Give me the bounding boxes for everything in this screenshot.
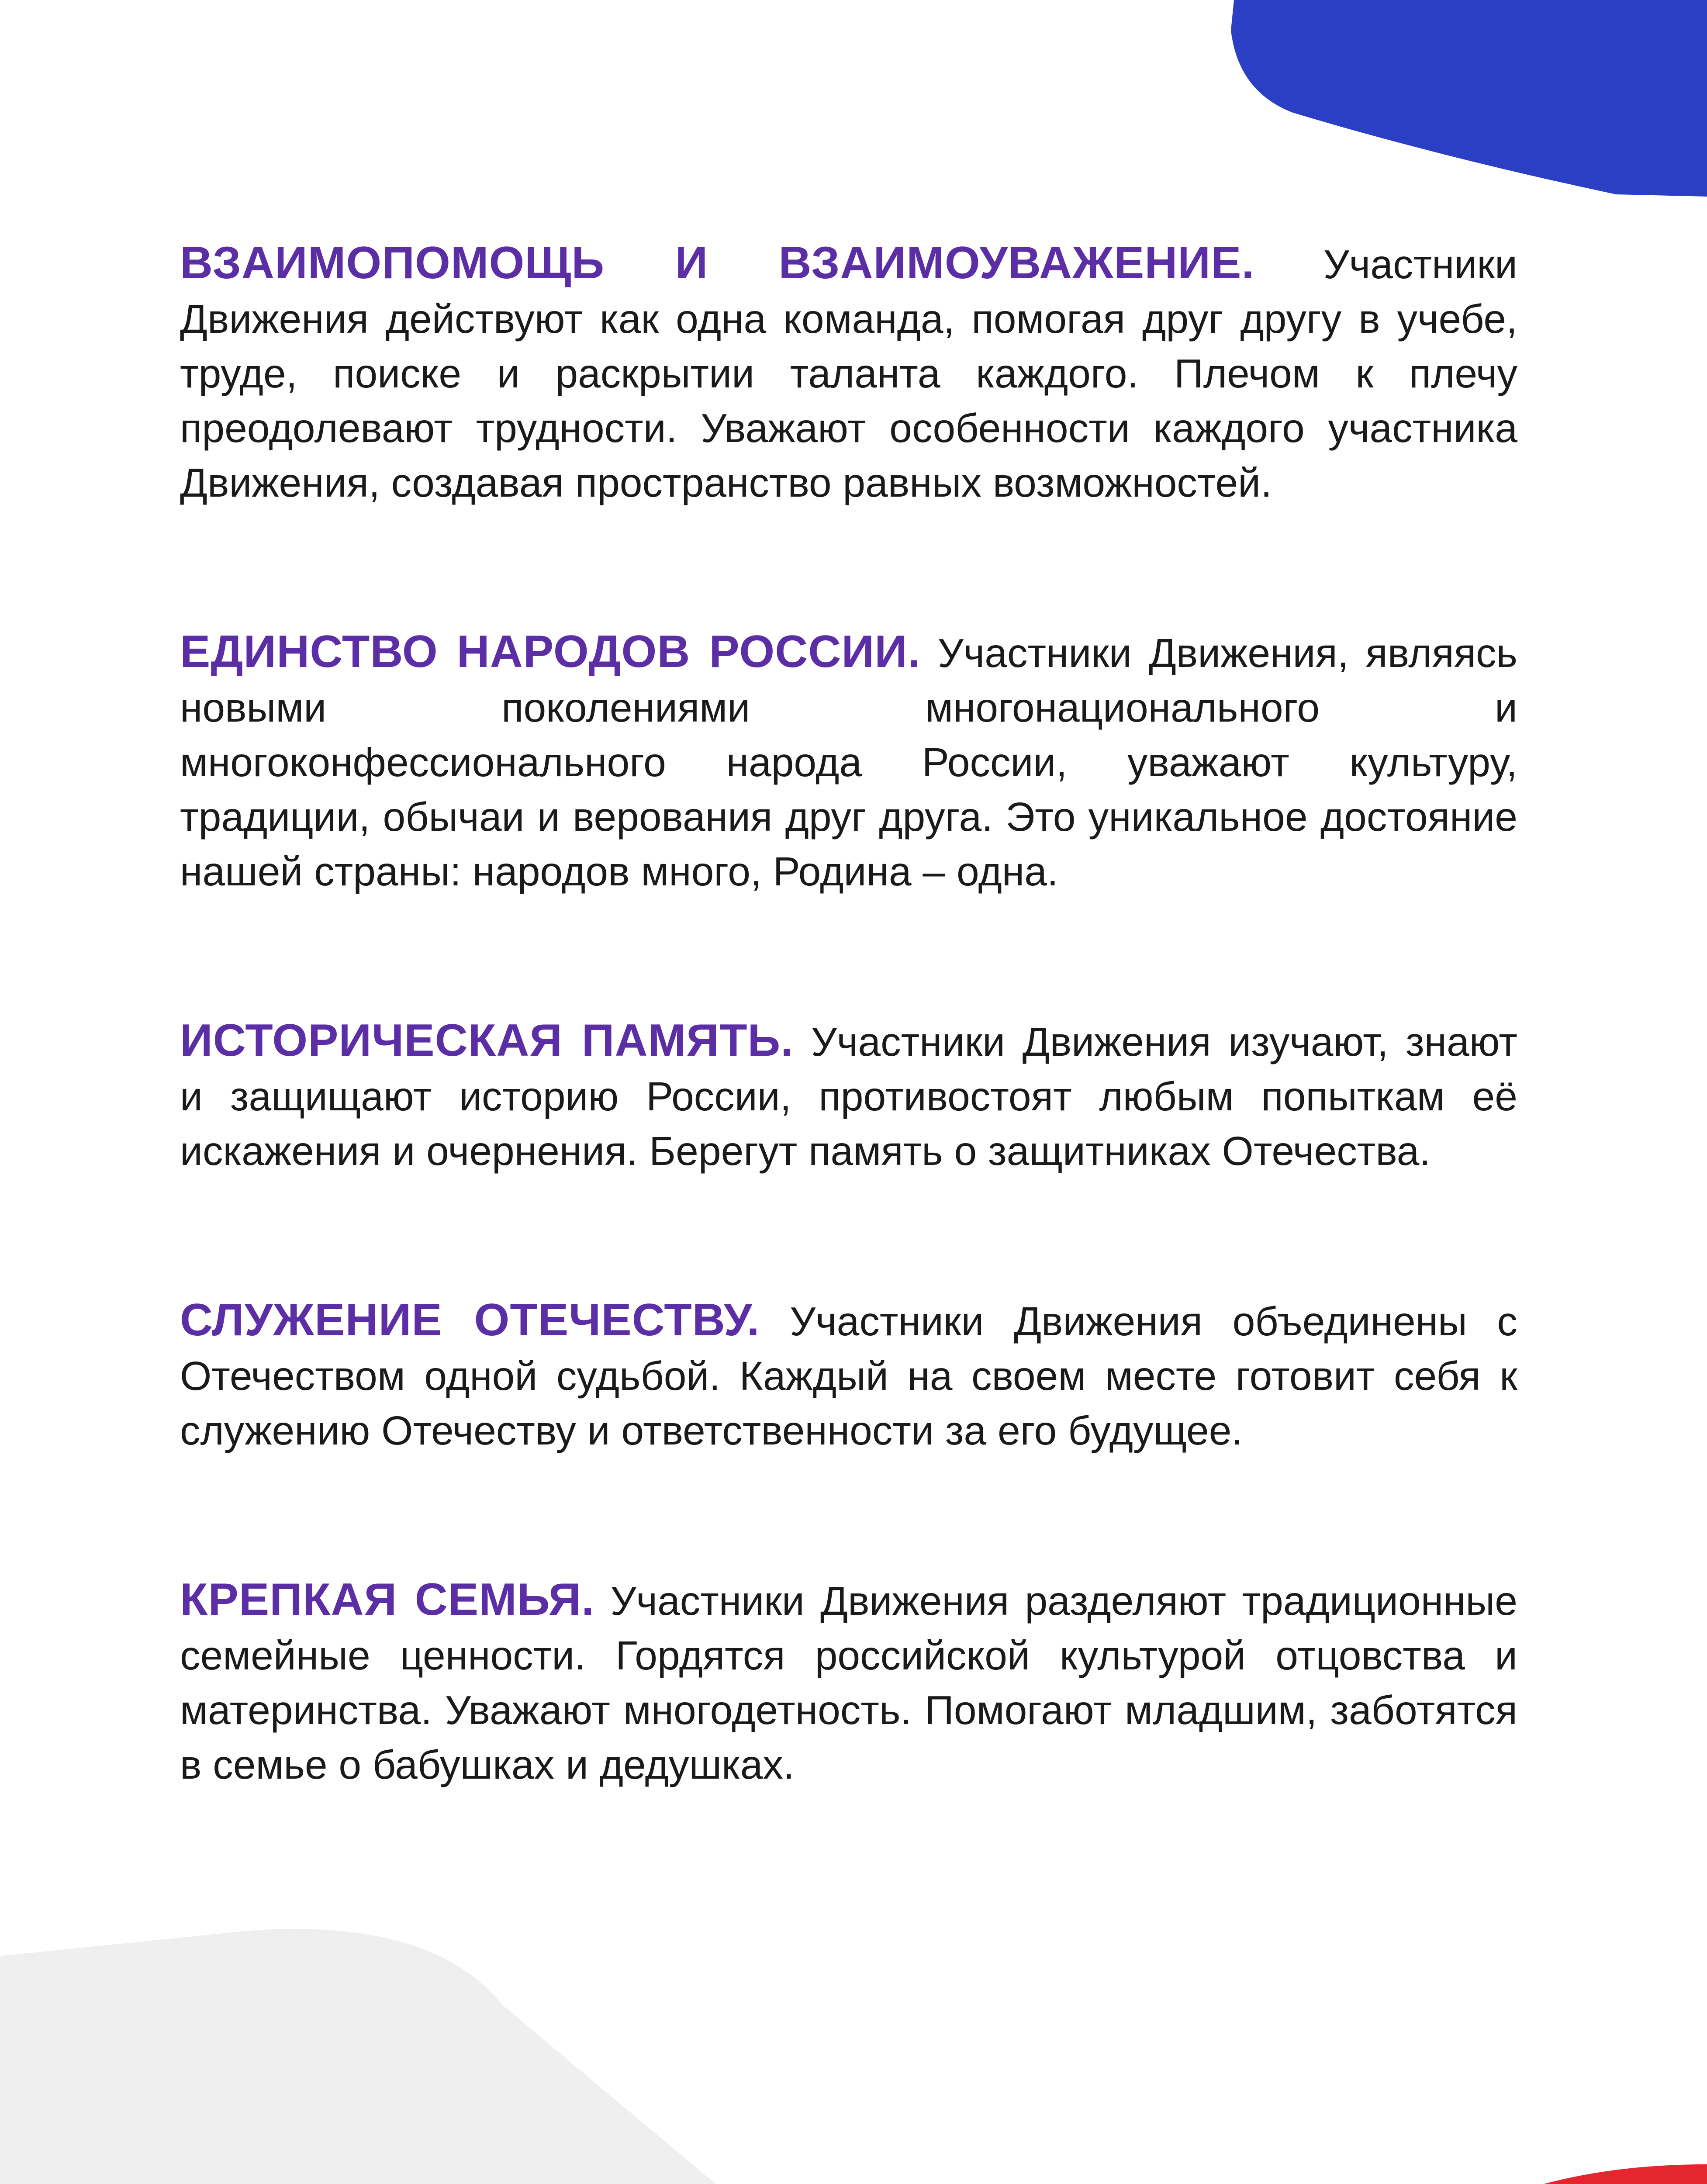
section-unity-of-peoples <box>180 625 1517 899</box>
section-text: Участники Движения действуют как одна команда, помогая друг другу в учебе, труде, поиске и раскрытии таланта каждого. Плечом к плечу преодолевают трудности. Уважают особенности каждого участника Движения, создавая пространство равных возможностей. <box>180 242 1517 505</box>
section-heading: КРЕПКАЯ СЕМЬЯ. <box>180 1574 595 1625</box>
gray-corner-shape <box>0 1929 1000 2184</box>
section-strong-family <box>180 1572 1517 1792</box>
section-historical-memory <box>180 1013 1517 1178</box>
red-corner-shape <box>1197 2164 1707 2184</box>
section-text: Участники Движения разделяют традиционные семейные ценности. Гордятся российской культурой отцовства и материнства. Уважают многодетность. Помогают младшим, заботятся в семье о бабушках и дедушках. <box>180 1578 1518 1787</box>
values-list <box>180 236 1517 1792</box>
section-heading: ВЗАИМОПОМОЩЬ И ВЗАИМОУВАЖЕНИЕ. <box>180 238 1255 288</box>
section-text: Участники Движения изучают, знают и защищают историю России, противостоят любым попыткам её искажения и очернения. Берегут память о защитниках Отечества. <box>180 1019 1517 1174</box>
blue-corner-shape <box>1231 0 1707 197</box>
section-text: Участники Движения объединены с Отечеством одной судьбой. Каждый на своем месте готовит себя к служению Отечеству и ответственности за его будущее. <box>180 1299 1518 1453</box>
section-heading: СЛУЖЕНИЕ ОТЕЧЕСТВУ. <box>180 1295 760 1345</box>
section-heading: ЕДИНСТВО НАРОДОВ РОССИИ. <box>180 626 921 677</box>
section-serving-fatherland <box>180 1293 1517 1458</box>
section-text: Участники Движения, являясь новыми поколениями многонационального и многоконфессионального народа России, уважают культуру, традиции, обычаи и верования друг друга. Это уникальное достояние нашей страны: народов много, Родина – одна. <box>180 630 1518 894</box>
section-mutual-help <box>180 236 1517 510</box>
section-heading: ИСТОРИЧЕСКАЯ ПАМЯТЬ. <box>180 1015 794 1066</box>
